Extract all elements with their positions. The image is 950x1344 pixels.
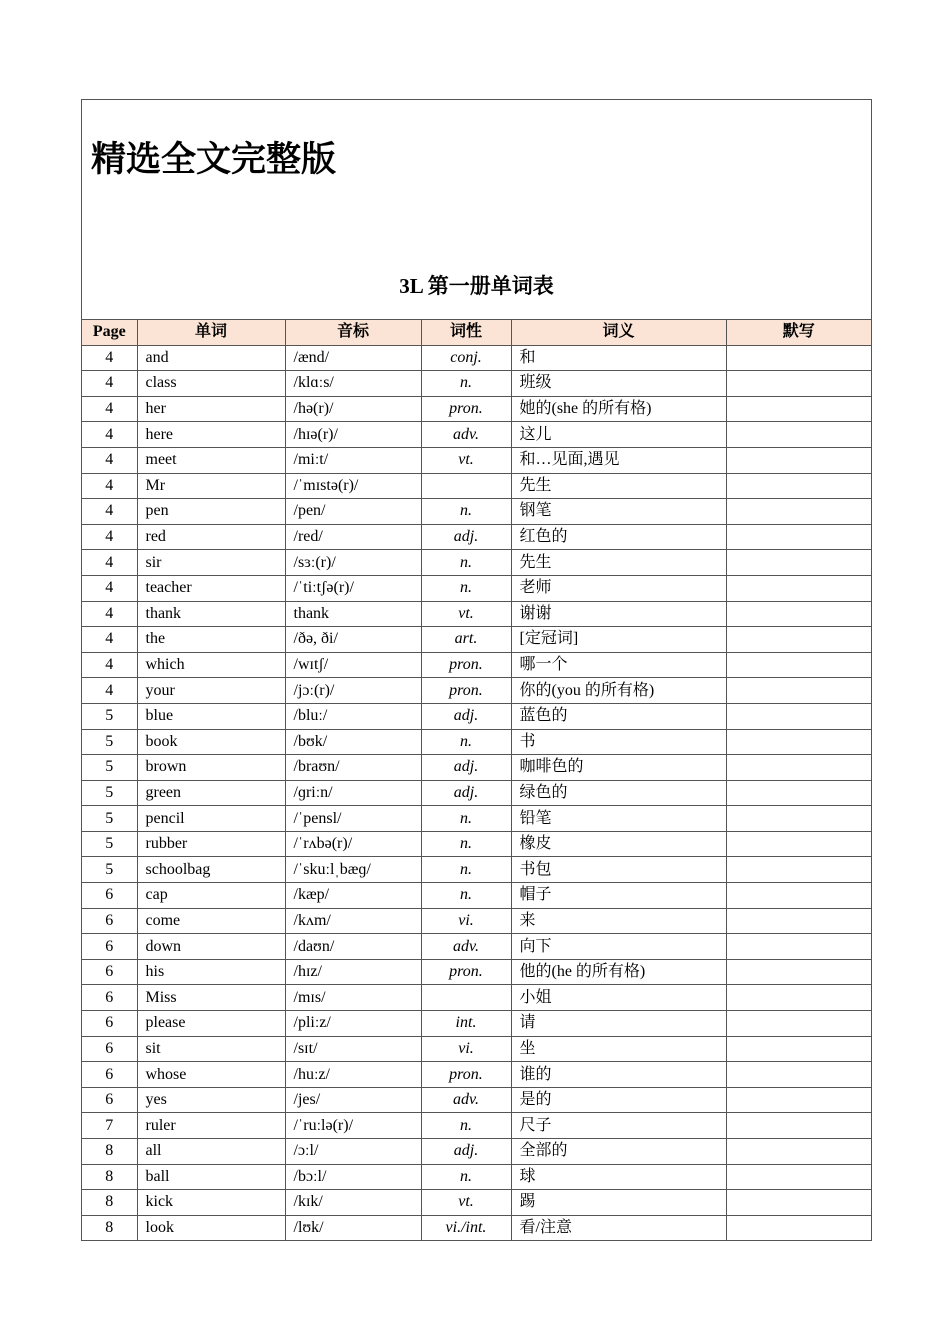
table-row	[82, 524, 871, 550]
cell-word: whose	[137, 1062, 285, 1088]
cell-meaning: 铅笔	[511, 806, 726, 832]
cell-phonetic: /klɑːs/	[285, 371, 421, 397]
cell-page: 4	[82, 447, 137, 473]
cell-meaning: 和	[511, 345, 726, 371]
cell-word: brown	[137, 755, 285, 781]
cell-part-of-speech: conj.	[421, 345, 511, 371]
cell-word: please	[137, 1011, 285, 1037]
cell-dictation[interactable]	[726, 1036, 871, 1062]
cell-part-of-speech: n.	[421, 499, 511, 525]
cell-part-of-speech: pron.	[421, 678, 511, 704]
cell-page: 4	[82, 422, 137, 448]
cell-word: yes	[137, 1087, 285, 1113]
cell-phonetic: /kɪk/	[285, 1190, 421, 1216]
cell-word: green	[137, 780, 285, 806]
cell-page: 4	[82, 601, 137, 627]
table-row	[82, 396, 871, 422]
cell-part-of-speech	[421, 473, 511, 499]
cell-part-of-speech: n.	[421, 883, 511, 909]
cell-dictation[interactable]	[726, 883, 871, 909]
cell-page: 6	[82, 883, 137, 909]
cell-page: 5	[82, 729, 137, 755]
cell-phonetic: /ˈskuːlˌbæɡ/	[285, 857, 421, 883]
cell-meaning: 老师	[511, 575, 726, 601]
cell-part-of-speech: int.	[421, 1011, 511, 1037]
cell-word: blue	[137, 703, 285, 729]
sheet-header	[82, 100, 871, 320]
cell-dictation[interactable]	[726, 703, 871, 729]
cell-part-of-speech: adj.	[421, 524, 511, 550]
cell-dictation[interactable]	[726, 550, 871, 576]
cell-part-of-speech: n.	[421, 1164, 511, 1190]
cell-dictation[interactable]	[726, 678, 871, 704]
cell-page: 4	[82, 627, 137, 653]
cell-meaning: 绿色的	[511, 780, 726, 806]
cell-page: 6	[82, 959, 137, 985]
cell-meaning: 班级	[511, 371, 726, 397]
header-phonetic: 音标	[285, 320, 421, 345]
cell-part-of-speech: pron.	[421, 1062, 511, 1088]
cell-word: ball	[137, 1164, 285, 1190]
cell-phonetic: /ˈmɪstə(r)/	[285, 473, 421, 499]
cell-part-of-speech: adv.	[421, 1087, 511, 1113]
table-row	[82, 1215, 871, 1240]
cell-word: rubber	[137, 831, 285, 857]
cell-phonetic: /daʊn/	[285, 934, 421, 960]
cell-part-of-speech: art.	[421, 627, 511, 653]
cell-word: come	[137, 908, 285, 934]
vocabulary-table	[82, 320, 871, 1240]
cell-meaning: 请	[511, 1011, 726, 1037]
cell-dictation[interactable]	[726, 1215, 871, 1240]
cell-meaning: 帽子	[511, 883, 726, 909]
cell-word: thank	[137, 601, 285, 627]
cell-phonetic: /kʌm/	[285, 908, 421, 934]
table-row	[82, 831, 871, 857]
cell-meaning: 他的(he 的所有格)	[511, 959, 726, 985]
cell-phonetic: /ˈtiːtʃə(r)/	[285, 575, 421, 601]
cell-part-of-speech: vi.	[421, 1036, 511, 1062]
cell-part-of-speech: n.	[421, 831, 511, 857]
cell-page: 4	[82, 652, 137, 678]
cell-page: 4	[82, 575, 137, 601]
cell-meaning: 踢	[511, 1190, 726, 1216]
table-row	[82, 601, 871, 627]
cell-part-of-speech: vi.	[421, 908, 511, 934]
cell-dictation[interactable]	[726, 627, 871, 653]
table-row	[82, 473, 871, 499]
cell-meaning: 小姐	[511, 985, 726, 1011]
cell-part-of-speech: adj.	[421, 780, 511, 806]
cell-dictation[interactable]	[726, 1087, 871, 1113]
table-row	[82, 447, 871, 473]
cell-page: 8	[82, 1164, 137, 1190]
cell-word: sit	[137, 1036, 285, 1062]
cell-part-of-speech: n.	[421, 729, 511, 755]
cell-meaning: 钢笔	[511, 499, 726, 525]
cell-phonetic: /bʊk/	[285, 729, 421, 755]
cell-page: 8	[82, 1190, 137, 1216]
cell-meaning: 橡皮	[511, 831, 726, 857]
table-row	[82, 550, 871, 576]
cell-page: 4	[82, 345, 137, 371]
cell-dictation[interactable]	[726, 473, 871, 499]
cell-meaning: 你的(you 的所有格)	[511, 678, 726, 704]
table-row	[82, 1036, 871, 1062]
cell-page: 6	[82, 908, 137, 934]
cell-phonetic: /hɪə(r)/	[285, 422, 421, 448]
cell-part-of-speech	[421, 985, 511, 1011]
cell-page: 7	[82, 1113, 137, 1139]
cell-dictation[interactable]	[726, 601, 871, 627]
cell-dictation[interactable]	[726, 447, 871, 473]
cell-dictation[interactable]	[726, 857, 871, 883]
cell-meaning: 这儿	[511, 422, 726, 448]
cell-phonetic: /ðə, ði/	[285, 627, 421, 653]
cell-word: Miss	[137, 985, 285, 1011]
cell-page: 4	[82, 524, 137, 550]
cell-word: Mr	[137, 473, 285, 499]
cell-dictation[interactable]	[726, 396, 871, 422]
cell-dictation[interactable]	[726, 806, 871, 832]
cell-dictation[interactable]	[726, 1164, 871, 1190]
cell-phonetic: /mɪs/	[285, 985, 421, 1011]
table-row	[82, 1087, 871, 1113]
table-row	[82, 934, 871, 960]
cell-part-of-speech: pron.	[421, 652, 511, 678]
table-row	[82, 371, 871, 397]
cell-page: 6	[82, 934, 137, 960]
cell-part-of-speech: adv.	[421, 422, 511, 448]
cell-part-of-speech: adj.	[421, 703, 511, 729]
cell-phonetic: /pen/	[285, 499, 421, 525]
table-row	[82, 985, 871, 1011]
cell-part-of-speech: n.	[421, 1113, 511, 1139]
cell-word: red	[137, 524, 285, 550]
cell-meaning: 书	[511, 729, 726, 755]
cell-part-of-speech: adv.	[421, 934, 511, 960]
cell-meaning: 看/注意	[511, 1215, 726, 1240]
table-row	[82, 857, 871, 883]
table-row	[82, 678, 871, 704]
cell-phonetic: /sɜː(r)/	[285, 550, 421, 576]
cell-word: book	[137, 729, 285, 755]
cell-page: 5	[82, 857, 137, 883]
cell-meaning: 尺子	[511, 1113, 726, 1139]
cell-word: sir	[137, 550, 285, 576]
table-row	[82, 345, 871, 371]
cell-part-of-speech: vt.	[421, 447, 511, 473]
cell-page: 6	[82, 1087, 137, 1113]
cell-meaning: 咖啡色的	[511, 755, 726, 781]
cell-word: pencil	[137, 806, 285, 832]
cell-page: 4	[82, 473, 137, 499]
table-row	[82, 755, 871, 781]
cell-phonetic: /kæp/	[285, 883, 421, 909]
cell-dictation[interactable]	[726, 729, 871, 755]
cell-phonetic: /wɪtʃ/	[285, 652, 421, 678]
cell-dictation[interactable]	[726, 908, 871, 934]
cell-meaning: 全部的	[511, 1139, 726, 1165]
cell-phonetic: /red/	[285, 524, 421, 550]
table-row	[82, 1190, 871, 1216]
cell-word: down	[137, 934, 285, 960]
cell-word: her	[137, 396, 285, 422]
cell-meaning: 哪一个	[511, 652, 726, 678]
cell-word: his	[137, 959, 285, 985]
cell-dictation[interactable]	[726, 371, 871, 397]
cell-phonetic: /ænd/	[285, 345, 421, 371]
cell-word: class	[137, 371, 285, 397]
cell-meaning: [定冠词]	[511, 627, 726, 653]
table-row	[82, 1139, 871, 1165]
cell-phonetic: /braʊn/	[285, 755, 421, 781]
cell-page: 5	[82, 755, 137, 781]
cell-page: 4	[82, 678, 137, 704]
cell-dictation[interactable]	[726, 755, 871, 781]
cell-phonetic: /hɪz/	[285, 959, 421, 985]
table-row	[82, 729, 871, 755]
cell-page: 6	[82, 985, 137, 1011]
cell-word: your	[137, 678, 285, 704]
cell-phonetic: thank	[285, 601, 421, 627]
cell-meaning: 来	[511, 908, 726, 934]
table-row	[82, 627, 871, 653]
cell-meaning: 蓝色的	[511, 703, 726, 729]
cell-dictation[interactable]	[726, 345, 871, 371]
cell-meaning: 谁的	[511, 1062, 726, 1088]
table-row	[82, 780, 871, 806]
cell-page: 4	[82, 371, 137, 397]
cell-part-of-speech: adj.	[421, 1139, 511, 1165]
table-row	[82, 499, 871, 525]
cell-phonetic: /lʊk/	[285, 1215, 421, 1240]
cell-dictation[interactable]	[726, 422, 871, 448]
cell-dictation[interactable]	[726, 575, 871, 601]
cell-phonetic: /miːt/	[285, 447, 421, 473]
cell-phonetic: /ˈpensl/	[285, 806, 421, 832]
cell-dictation[interactable]	[726, 985, 871, 1011]
cell-phonetic: /jɔː(r)/	[285, 678, 421, 704]
table-row	[82, 1113, 871, 1139]
cell-page: 6	[82, 1036, 137, 1062]
cell-phonetic: /ˈrʌbə(r)/	[285, 831, 421, 857]
cell-phonetic: /pliːz/	[285, 1011, 421, 1037]
cell-meaning: 球	[511, 1164, 726, 1190]
cell-meaning: 是的	[511, 1087, 726, 1113]
table-row	[82, 703, 871, 729]
cell-meaning: 红色的	[511, 524, 726, 550]
cell-phonetic: /huːz/	[285, 1062, 421, 1088]
cell-dictation[interactable]	[726, 652, 871, 678]
cell-meaning: 她的(she 的所有格)	[511, 396, 726, 422]
table-row	[82, 883, 871, 909]
cell-part-of-speech: n.	[421, 857, 511, 883]
cell-word: meet	[137, 447, 285, 473]
banner-text: 精选全文完整版	[91, 140, 337, 180]
cell-phonetic: /jes/	[285, 1087, 421, 1113]
cell-dictation[interactable]	[726, 1139, 871, 1165]
cell-part-of-speech: vt.	[421, 601, 511, 627]
header-part-of-speech: 词性	[421, 320, 511, 345]
cell-page: 5	[82, 831, 137, 857]
cell-page: 5	[82, 806, 137, 832]
cell-part-of-speech: vt.	[421, 1190, 511, 1216]
table-header-row	[82, 320, 871, 345]
cell-word: look	[137, 1215, 285, 1240]
table-row	[82, 1164, 871, 1190]
table-row	[82, 806, 871, 832]
cell-page: 5	[82, 780, 137, 806]
cell-meaning: 和…见面,遇见	[511, 447, 726, 473]
table-row	[82, 908, 871, 934]
table-row	[82, 1062, 871, 1088]
cell-dictation[interactable]	[726, 934, 871, 960]
cell-part-of-speech: pron.	[421, 959, 511, 985]
cell-phonetic: /ɡriːn/	[285, 780, 421, 806]
table-row	[82, 1011, 871, 1037]
cell-page: 6	[82, 1062, 137, 1088]
cell-page: 8	[82, 1215, 137, 1240]
cell-part-of-speech: adj.	[421, 755, 511, 781]
cell-dictation[interactable]	[726, 1190, 871, 1216]
cell-page: 4	[82, 550, 137, 576]
cell-meaning: 向下	[511, 934, 726, 960]
cell-part-of-speech: n.	[421, 806, 511, 832]
cell-meaning: 坐	[511, 1036, 726, 1062]
header-meaning: 词义	[511, 320, 726, 345]
header-word: 单词	[137, 320, 285, 345]
header-page: Page	[82, 320, 137, 345]
cell-part-of-speech: vi./int.	[421, 1215, 511, 1240]
cell-phonetic: /ˈruːlə(r)/	[285, 1113, 421, 1139]
cell-dictation[interactable]	[726, 780, 871, 806]
cell-word: which	[137, 652, 285, 678]
cell-word: ruler	[137, 1113, 285, 1139]
table-row	[82, 959, 871, 985]
cell-part-of-speech: n.	[421, 371, 511, 397]
table-row	[82, 652, 871, 678]
vocabulary-sheet	[81, 99, 872, 1241]
table-row	[82, 575, 871, 601]
cell-page: 4	[82, 499, 137, 525]
document-title: 3L 第一册单词表	[399, 274, 554, 298]
cell-word: teacher	[137, 575, 285, 601]
cell-dictation[interactable]	[726, 499, 871, 525]
cell-dictation[interactable]	[726, 1113, 871, 1139]
cell-page: 6	[82, 1011, 137, 1037]
cell-phonetic: /hə(r)/	[285, 396, 421, 422]
cell-phonetic: /bɔːl/	[285, 1164, 421, 1190]
cell-word: pen	[137, 499, 285, 525]
cell-meaning: 先生	[511, 550, 726, 576]
cell-page: 4	[82, 396, 137, 422]
cell-dictation[interactable]	[726, 959, 871, 985]
cell-meaning: 先生	[511, 473, 726, 499]
cell-word: here	[137, 422, 285, 448]
cell-word: the	[137, 627, 285, 653]
cell-phonetic: /ɔːl/	[285, 1139, 421, 1165]
cell-page: 8	[82, 1139, 137, 1165]
table-row	[82, 422, 871, 448]
cell-meaning: 书包	[511, 857, 726, 883]
cell-dictation[interactable]	[726, 1062, 871, 1088]
cell-dictation[interactable]	[726, 1011, 871, 1037]
cell-word: schoolbag	[137, 857, 285, 883]
cell-phonetic: /bluː/	[285, 703, 421, 729]
cell-phonetic: /sɪt/	[285, 1036, 421, 1062]
cell-dictation[interactable]	[726, 524, 871, 550]
cell-word: kick	[137, 1190, 285, 1216]
cell-dictation[interactable]	[726, 831, 871, 857]
header-dictation: 默写	[726, 320, 871, 345]
cell-word: cap	[137, 883, 285, 909]
cell-word: all	[137, 1139, 285, 1165]
cell-word: and	[137, 345, 285, 371]
cell-page: 5	[82, 703, 137, 729]
cell-part-of-speech: n.	[421, 575, 511, 601]
cell-part-of-speech: n.	[421, 550, 511, 576]
cell-meaning: 谢谢	[511, 601, 726, 627]
cell-part-of-speech: pron.	[421, 396, 511, 422]
